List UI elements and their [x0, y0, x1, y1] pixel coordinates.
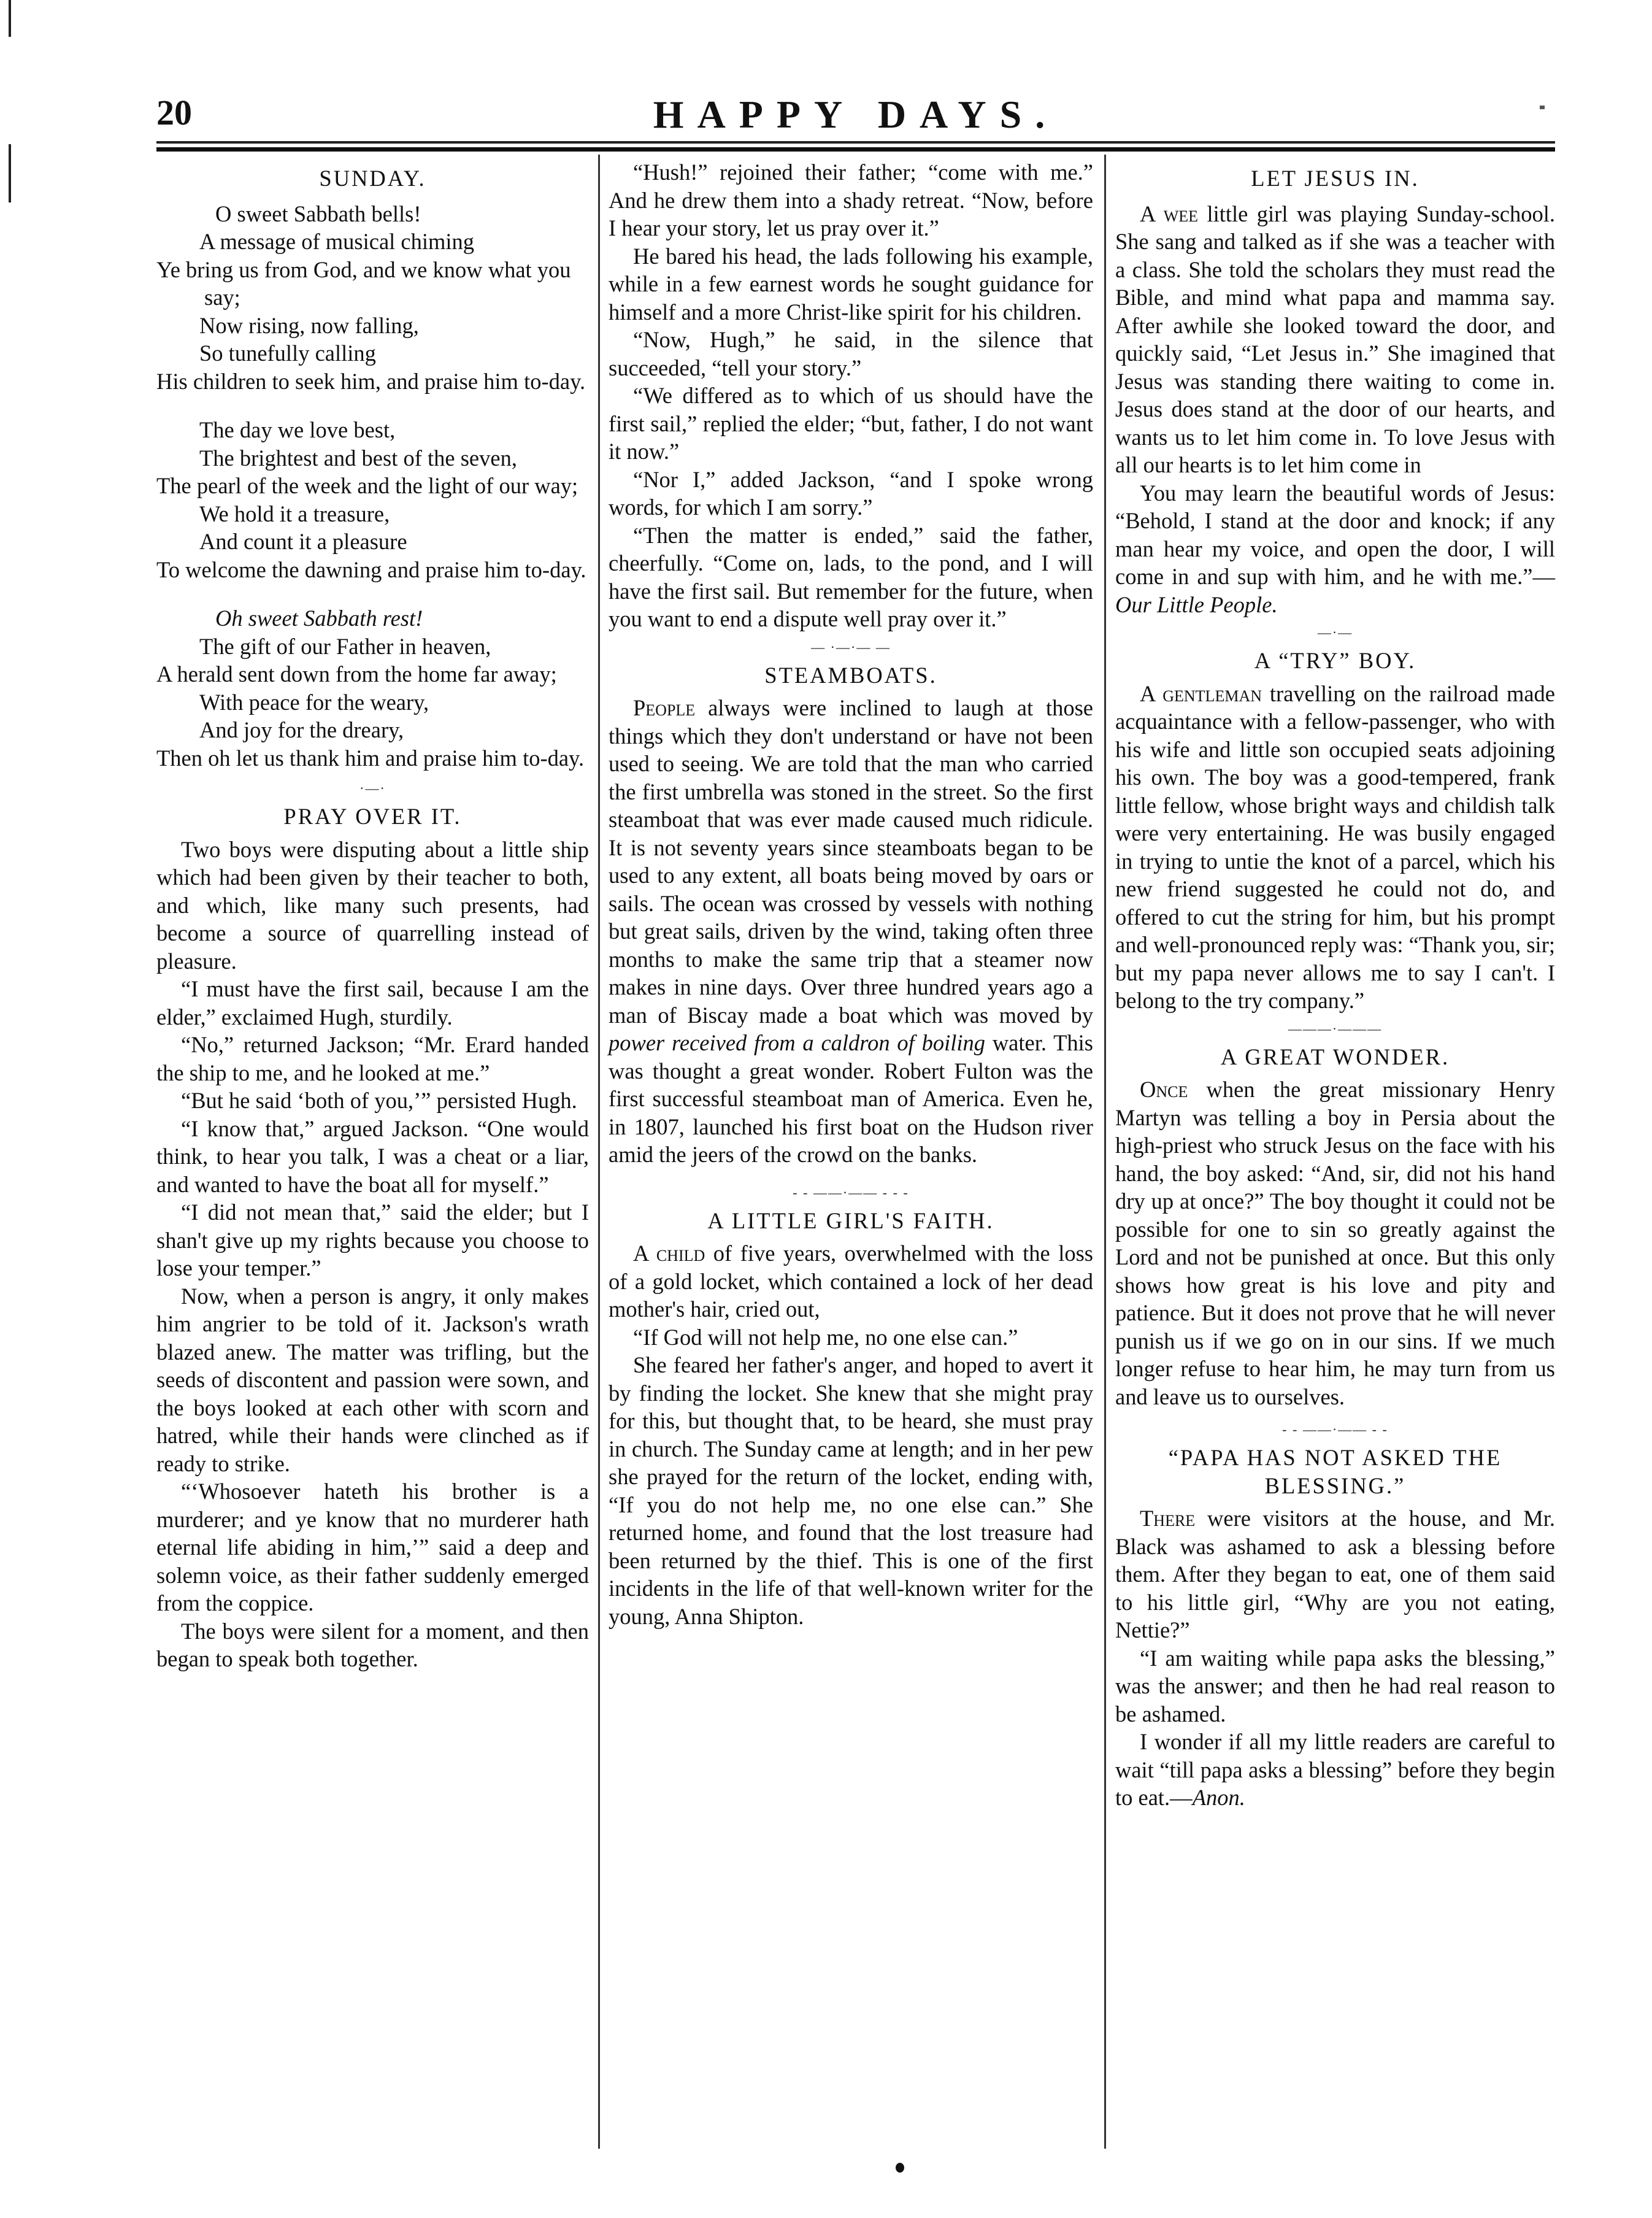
poem-stanza [156, 416, 589, 583]
lead-word: People [633, 695, 696, 720]
papa-blessing-title: “PAPA HAS NOT ASKED THE BLESSING.” [1168, 1445, 1502, 1498]
paragraph [609, 694, 1093, 1169]
column-left [156, 158, 589, 1673]
paragraph [609, 1239, 1093, 1323]
poem-line: O sweet Sabbath bells! [215, 201, 421, 226]
paragraph: “I know that,” argued Jackson. “One would think, to hear you talk, I was a cheat or a liar, and wanted to have the boat all for myself.” [156, 1115, 589, 1197]
paragraph: Now, when a person is angry, it only makes him angrier to be told of it. Jackson's wrath blazed anew. The matter was trifling, but the seeds of discontent and passion were sown, and the boys looked at each other with scorn and hatred, while their hands were clinched as if ready to strike. [156, 1283, 589, 1476]
paragraph: “Nor I,” added Jackson, “and I spoke wrong words, for which I am sorry.” [609, 466, 1093, 520]
poem-line: And joy for the dreary, [199, 717, 404, 742]
header-rule-thick [156, 147, 1555, 152]
poem-line: To welcome the dawning and praise him to-day. [156, 556, 586, 582]
paragraph-text: always were inclined to laugh at those things which they don't understand or have not been used to seeing. We are told that the man who carried the first umbrella was stoned in the street. So the first steamboat that was ever made caused much ridicule. It is not seventy years since steamboats began to be used to any extent, all boats being moved by oars or sails. The ocean was crossed by vessels with nothing but great sails, driven by the wind, taking often three months to make the same trip that a steamer now makes in nine days. Over three hundred years ago a man of Biscay made a boat which was moved by [609, 695, 1093, 1028]
paragraph: “‘Whosoever hateth his brother is a murderer; and ye know that no murderer hath eternal life abiding in him,’” said a deep and solemn voice, as their father suddenly emerged from the coppice. [156, 1479, 589, 1615]
poem-line: A herald sent down from the home far away; [156, 661, 557, 687]
section-ornament: —·— [1317, 625, 1353, 640]
lead-word: A wee [1140, 201, 1199, 226]
column-right [1115, 158, 1555, 1812]
poem-line: The pearl of the week and the light of our way; [156, 473, 578, 498]
lead-word: A child [633, 1241, 705, 1266]
poem-line: A message of musical chiming [199, 229, 475, 254]
poem-line: The day we love best, [199, 417, 396, 442]
scan-edge-mark [9, 144, 11, 202]
paragraph: The boys were silent for a moment, and then began to speak both together. [156, 1618, 589, 1671]
poem-line: Now rising, now falling, [199, 312, 419, 338]
poem-line: The gift of our Father in heaven, [199, 633, 491, 659]
paragraph [1115, 1728, 1555, 1812]
poem-line: We hold it a treasure, [199, 501, 390, 526]
steamboats-title: STEAMBOATS. [764, 662, 937, 688]
sunday-title: SUNDAY. [319, 166, 426, 191]
paragraph-text: when the great missionary Henry Martyn was telling a boy in Persia about the high-priest who struck Jesus on the face with his hand, the boy asked: “And, sir, did not his hand dry up at once?” The boy thought it could not be possible for one to sin so greatly against the Lord and not be punished at once. But this only shows how great is his love and pity and patience. But it does not prove that he will never punish us if we go on in our sins. If we much longer refuse to hear him, he may turn from us and leave us to ourselves. [1115, 1077, 1556, 1409]
paragraph: “I must have the first sail, because I am the elder,” exclaimed Hugh, sturdily. [156, 976, 589, 1030]
poem-stanza [156, 604, 589, 772]
section-ornament: - - ——·—— - - [1282, 1422, 1388, 1437]
poem-line: Then oh let us thank him and praise him to-day. [156, 745, 585, 771]
scan-speck [896, 2163, 904, 2173]
paragraph [1115, 200, 1555, 479]
poem-line: With peace for the weary, [199, 689, 429, 715]
poem-line: Oh sweet Sabbath rest! [215, 606, 423, 631]
paragraph: “If God will not help me, no one else can.” [633, 1324, 1018, 1350]
poem-line: And count it a pleasure [199, 529, 407, 554]
paragraph [1115, 680, 1555, 1015]
paragraph: Two boys were disputing about a little ship which had been given by their teacher to both, and which, like many such presents, had become a source of quarrelling instead of pleasure. [156, 836, 589, 974]
paragraph [1115, 479, 1555, 619]
page-number: 20 [156, 93, 192, 133]
paragraph: “But he said ‘both of you,’” persisted Hugh. [181, 1088, 577, 1113]
paragraph: “Then the matter is ended,” said the father, cheerfully. “Come on, lads, to the pond, and I will have the first sail. But remember for the future, when you want to end a dispute well pray over it.” [609, 522, 1093, 631]
paragraph-text: water. This was thought a great wonder. Robert Fulton was the first successful steamboat man of America. Even he, in 1807, launched his first boat on the Hudson river amid the jeers of the crowd on the banks. [609, 1030, 1093, 1167]
poem-stanza [156, 200, 589, 396]
poem-line: His children to seek him, and praise him to-day. [156, 368, 586, 394]
column-divider [598, 155, 600, 2149]
scan-speck [1540, 106, 1545, 109]
paragraph: “I did not mean that,” said the elder; but I shan't give up my rights because you choose to lose your temper.” [156, 1199, 589, 1280]
paragraph: “No,” returned Jackson; “Mr. Erard handed the ship to me, and he looked at me.” [156, 1032, 589, 1085]
masthead-title: HAPPY DAYS. [653, 93, 1059, 136]
paragraph [1115, 1504, 1555, 1644]
section-ornament: - - ——·—— - - - [793, 1184, 909, 1200]
poem-line: The brightest and best of the seven, [199, 445, 517, 471]
paragraph: She feared her father's anger, and hoped to avert it by finding the locket. She knew that she might pray for this, but thought that, to be heard, she must pray in church. The Sunday came at length; and in her pew she prayed for the return of the locket, ending with, “If you do not help me, no one else can.” She returned home, and found that the lost treasure had been returned by the thief. This is one of the first incidents in the life of that well-known writer for the young, Anna Shipton. [609, 1352, 1093, 1629]
poem-line: So tunefully calling [199, 341, 376, 366]
paragraph [1115, 1076, 1555, 1411]
lead-word: Once [1140, 1077, 1188, 1102]
section-ornament: ·—· [359, 780, 386, 796]
paragraph-text: travelling on the railroad made acquaintance with a fellow-passenger, who with his wife and little son occupied seats adjoining his own. The boy was a good-tempered, frank little fellow, whose bright ways and childish talk were very entertaining. He was busily engaged in trying to untie the knot of a parcel, which his new friend suggested he could not do, and offered to cut the string for him, but his prompt and well-pronounced reply was: “Thank you, sir; but my papa never allows me to say I can't. I belong to the try company.” [1115, 680, 1555, 1013]
lead-word: A gentleman [1140, 680, 1262, 706]
scan-edge-mark [9, 0, 11, 37]
byline: Our Little People. [1115, 591, 1278, 617]
section-ornament: — ·—·— — [811, 639, 891, 655]
paragraph: “I am waiting while papa asks the blessing,” was the answer; and then he had real reason to be ashamed. [1115, 1645, 1555, 1727]
paragraph: “Now, Hugh,” he said, in the silence that succeeded, “tell your story.” [609, 327, 1093, 380]
header-rule-thin [156, 141, 1555, 144]
lead-word: There [1140, 1506, 1196, 1531]
section-ornament: ———·——— [1288, 1020, 1383, 1036]
paragraph-text: were visitors at the house, and Mr. Black was ashamed to ask a blessing before them. After they began to eat, one of them said to his little girl, “Why are you not eating, Nettie?” [1115, 1506, 1555, 1642]
page-header [156, 92, 1555, 141]
poem-line: Ye bring us from God, and we know what you say; [156, 256, 571, 310]
let-jesus-in-title: LET JESUS IN. [1251, 166, 1420, 191]
paragraph-text: I wonder if all my little readers are careful to wait “till papa asks a blessing” before they begin to eat.— [1115, 1729, 1555, 1810]
paragraph-text: little girl was playing Sunday-school. She sang and talked as if she was a teacher with a class. She told the scholars they must read the Bible, and mind what papa and mamma say. After awhile she looked toward the door, and quickly said, “Let Jesus in.” She imagined that Jesus was standing there waiting to come in. Jesus does stand at the door of our hearts, and wants us to let him come in. To love Jesus with all our hearts is to let him come in [1115, 201, 1555, 477]
paragraph-text: You may learn the beautiful words of Jesus: “Behold, I stand at the door and knock; if any man hear my voice, and open the door, I will come in and sup with him, and he with me.”— [1115, 480, 1555, 589]
great-wonder-title: A GREAT WONDER. [1220, 1044, 1450, 1069]
paragraph-italic: power received from a caldron of boiling [609, 1030, 986, 1055]
pray-over-it-title: PRAY OVER IT. [283, 804, 462, 829]
paragraph: “We differed as to which of us should have the first sail,” replied the elder; “but, father, I do not want it now.” [609, 383, 1093, 464]
column-divider [1104, 155, 1106, 2149]
try-boy-title: A “TRY” BOY. [1254, 648, 1416, 673]
paragraph: He bared his head, the lads following his example, while in a few earnest words he sought guidance for himself and a more Christ-like spirit for his children. [609, 243, 1093, 325]
column-middle [609, 158, 1093, 1630]
sunday-poem [156, 200, 589, 772]
little-girls-faith-title: A LITTLE GIRL'S FAITH. [707, 1207, 994, 1233]
paragraph: “Hush!” rejoined their father; “come with me.” And he drew them into a shady retreat. “Now, before I hear your story, let us pray over it.” [609, 160, 1093, 241]
byline: Anon. [1192, 1785, 1245, 1810]
paragraph-text: of five years, overwhelmed with the loss of a gold locket, which contained a lock of her dead mother's hair, cried out, [609, 1241, 1093, 1322]
